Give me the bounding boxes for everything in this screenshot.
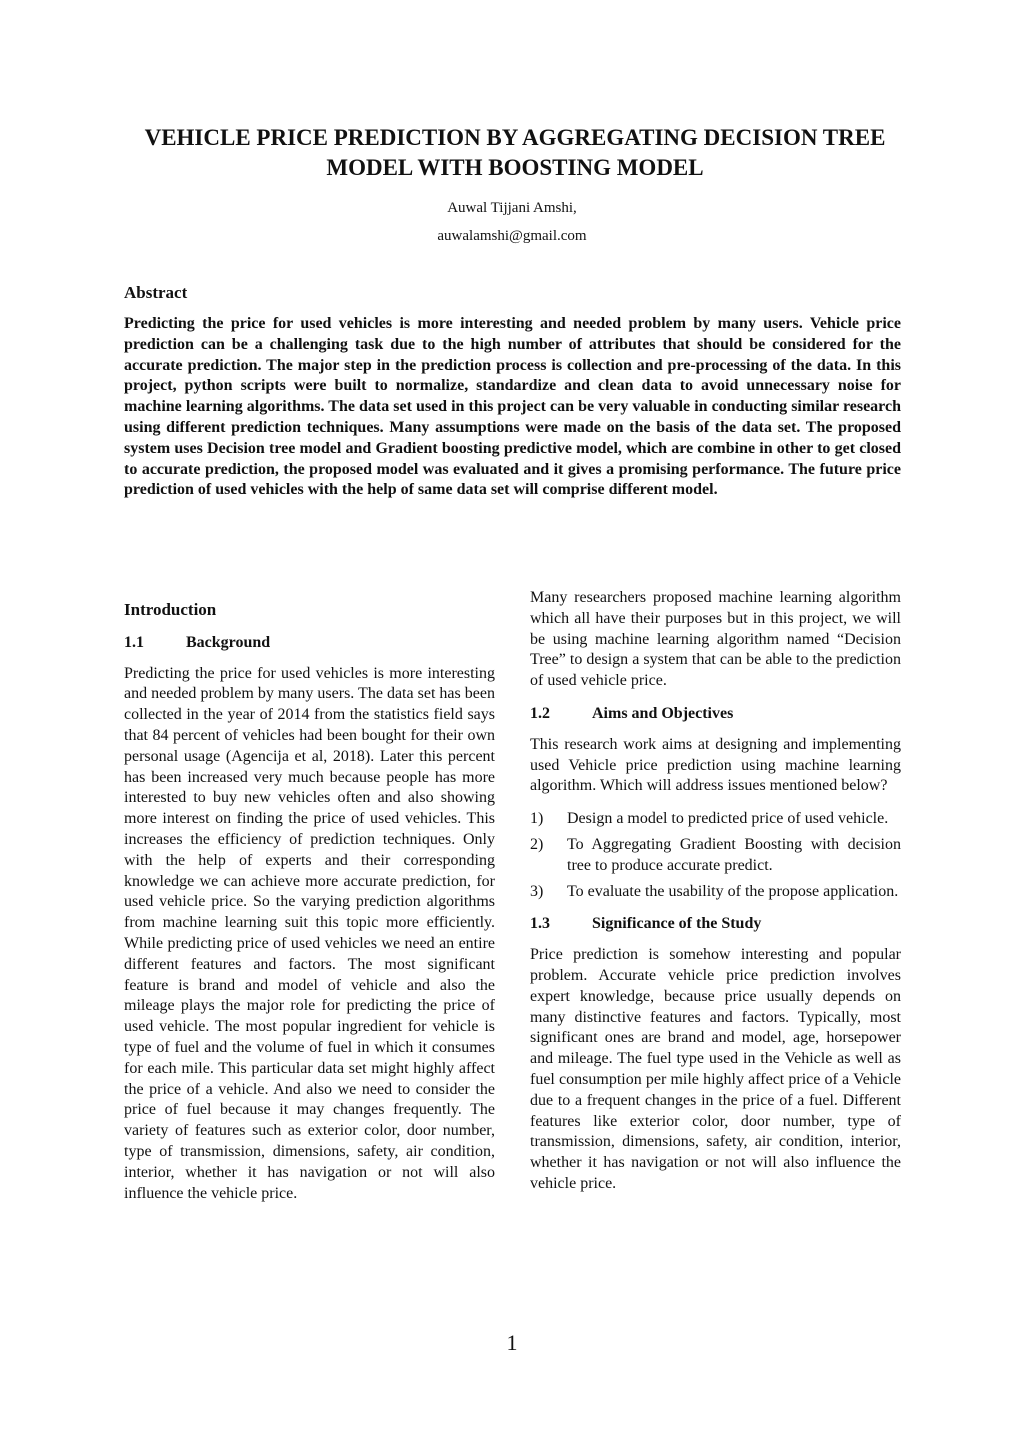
list-item-number: 1) xyxy=(530,810,544,828)
list-item xyxy=(530,809,901,830)
continued-paragraph: Many researchers proposed machine learning algorithm which all have their purposes but in this project, we will be using machine learning algorithm named “Decision Tree” to design a system that can be able to the prediction of used vehicle price. xyxy=(530,589,901,690)
aims-number: 1.2 xyxy=(530,704,550,722)
aims-paragraph: This research work aims at designing and implementing used Vehicle price prediction using machine learning algorithm. Which will address issues mentioned below? xyxy=(530,735,901,795)
significance-title: Significance of the Study xyxy=(592,915,762,933)
abstract-text: Predicting the price for used vehicles is more interesting and needed problem by many users. Vehicle price prediction can be a challenging task due to the high number of attributes that should be considered for the accurate prediction. The major step in the prediction process is collection and pre-processing of the data. In this project, python scripts were built to normalize, standardize and clean data to avoid unnecessary noise for machine learning algorithms. The data set used in this project can be very valuable in conducting similar research using different prediction techniques. Many assumptions were made on the basis of the data set. The proposed system uses Decision tree model and Gradient boosting predictive model, which are combine in other to get closed to accurate prediction, the proposed model was evaluated and it gives a promising performance. The future price prediction of used vehicles with the help of same data set will comprise different model. xyxy=(124,315,901,499)
background-title: Background xyxy=(186,633,271,651)
author-name: Auwal Tijjani Amshi, xyxy=(447,200,577,216)
list-item-text: To Aggregating Gradient Boosting with decision tree to produce accurate predict. xyxy=(567,835,901,874)
significance-paragraph: Price prediction is somehow interesting and popular problem. Accurate vehicle price prediction involves expert knowledge, because price usually depends on many distinctive features and factors. Typically, most significant ones are brand and model, age, horsepower and mileage. The fuel type used in the Vehicle as well as fuel consumption per mile highly affect price of a Vehicle due to a frequent changes in the price of a fuel. Different features like exterior color, door number, type of transmission, dimensions, safety, air condition, interior, whether it has navigation or not will also influence the vehicle price. xyxy=(530,946,901,1192)
list-item-text: Design a model to predicted price of used vehicle. xyxy=(567,810,889,828)
significance-heading xyxy=(530,914,901,935)
aims-heading xyxy=(530,704,901,725)
author-email: auwalamshi@gmail.com xyxy=(437,228,587,244)
aims-title: Aims and Objectives xyxy=(592,704,734,722)
paper-title: VEHICLE PRICE PREDICTION BY AGGREGATING DECISION TREE MODEL WITH BOOSTING MODEL xyxy=(144,125,886,180)
significance-number: 1.3 xyxy=(530,915,550,933)
list-item-text: To evaluate the usability of the propose application. xyxy=(567,882,899,900)
background-paragraph: Predicting the price for used vehicles is more interesting and needed problem by many users. The data set has been collected in the year of 2014 from the statistics field says that 84 percent of vehicles had been bought for their own personal usage (Agencija et al, 2018). Later this percent has been increased very much because people has more interested to buy new vehicles often and also showing more interest on finding the price of used vehicles. This increases the efficiency of prediction techniques. Only with the help of experts and their corresponding knowledge we can achieve more accurate prediction, for used vehicle price. So the varying prediction algorithms from machine learning suit this topic more efficiently. While predicting price of used vehicles we need an entire different features and factors. The most significant feature is brand and model of vehicle and also the mileage plays the major role for predicting the price of used vehicle. The most popular ingredient for vehicle is type of fuel and the volume of fuel in which it consumes for each mile. This particular data set might highly affect the price of a vehicle. And also we need to consider the price of fuel because it may changes frequently. The variety of features such as exterior color, door number, type of transmission, dimensions, safety, air condition, interior, whether it has navigation or not will also influence the vehicle price. xyxy=(124,664,495,1202)
right-column xyxy=(530,588,901,1207)
list-item xyxy=(530,882,901,903)
background-number: 1.1 xyxy=(124,633,144,651)
list-item xyxy=(530,835,901,877)
left-column xyxy=(124,600,495,1216)
background-heading xyxy=(124,633,495,654)
objectives-list xyxy=(530,809,901,902)
introduction-heading: Introduction xyxy=(124,600,217,619)
abstract-heading: Abstract xyxy=(124,283,188,302)
page-number: 1 xyxy=(506,1330,518,1355)
list-item-number: 2) xyxy=(530,835,544,853)
list-item-number: 3) xyxy=(530,882,544,900)
